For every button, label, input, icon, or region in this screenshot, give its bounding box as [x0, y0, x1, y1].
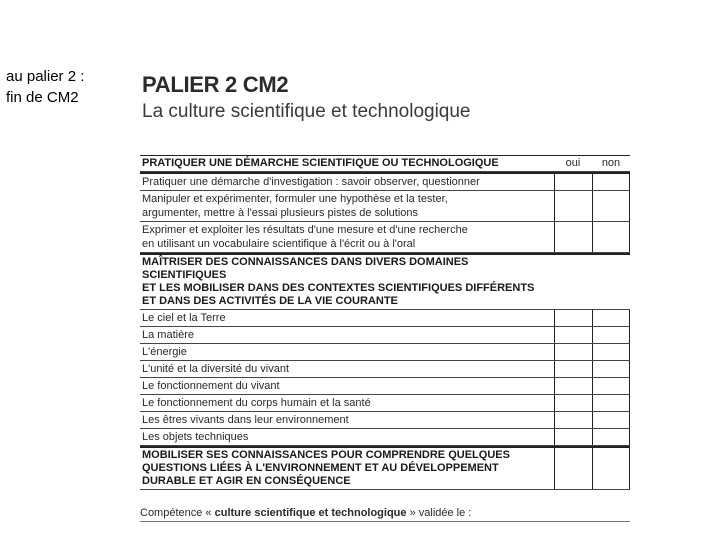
section-heading-row — [140, 156, 630, 172]
competence-label — [140, 395, 554, 411]
checkbox-oui[interactable] — [554, 448, 592, 489]
competence-label — [140, 429, 554, 445]
line-text: MOBILISER SES CONNAISSANCES POUR COMPRENDRE QUELQUES — [142, 449, 510, 461]
section-heading — [140, 156, 554, 171]
checkbox-oui[interactable] — [554, 361, 592, 377]
side-label — [6, 66, 84, 108]
competence-row — [140, 222, 630, 253]
line-text: Manipuler et expérimenter, formuler une hypothèse et la tester, — [142, 193, 448, 205]
competence-label — [140, 174, 554, 190]
competence-row — [140, 172, 630, 191]
line-text: argumenter, mettre à l'essai plusieurs pistes de solutions — [142, 207, 419, 219]
section-heading — [140, 448, 554, 489]
line-text: DURABLE ET AGIR EN CONSÉQUENCE — [142, 475, 351, 487]
checkbox-oui[interactable] — [554, 378, 592, 394]
section-heading — [140, 255, 554, 309]
line-text: Pratiquer une démarche d'investigation : savoir observer, questionner — [142, 176, 480, 188]
checkbox-non[interactable] — [592, 395, 630, 411]
line-text: Exprimer et exploiter les résultats d'une mesure et d'une recherche — [142, 224, 468, 236]
line-text: MAÎTRISER DES CONNAISSANCES DANS DIVERS DOMAINES SCIENTIFIQUES — [142, 256, 469, 281]
line-text: QUESTIONS LIÉES À L'ENVIRONNEMENT ET AU DÉVELOPPEMENT — [142, 462, 499, 474]
checkbox-non[interactable] — [592, 412, 630, 428]
competence-grid — [140, 155, 630, 490]
side-label-line1: au palier 2 : — [6, 68, 85, 85]
checkbox-non[interactable] — [592, 222, 630, 252]
competence-label — [140, 361, 554, 377]
competence-row — [140, 310, 630, 327]
column-header-non: non — [601, 157, 621, 169]
competence-row — [140, 395, 630, 412]
checkbox-oui[interactable] — [554, 222, 592, 252]
line-text: L'énergie — [142, 346, 187, 358]
line-text: La matière — [142, 329, 194, 341]
competence-label — [140, 344, 554, 360]
section-heading-row — [140, 253, 630, 310]
line-text: Les objets techniques — [142, 431, 249, 443]
line-text: L'unité et la diversité du vivant — [142, 363, 290, 375]
competence-row — [140, 412, 630, 429]
competence-row — [140, 344, 630, 361]
footer-suffix: » validée le : — [406, 507, 472, 519]
footer-bold: culture scientifique et technologique — [214, 507, 407, 519]
checkbox-oui[interactable] — [554, 344, 592, 360]
checkbox-oui[interactable] — [554, 429, 592, 445]
competence-label — [140, 191, 554, 221]
competence-row — [140, 191, 630, 222]
side-label-line2: fin de CM2 — [6, 89, 79, 106]
competence-row — [140, 327, 630, 344]
competence-label — [140, 310, 554, 326]
competence-label — [140, 378, 554, 394]
checkbox-oui[interactable] — [554, 174, 592, 190]
competence-row — [140, 361, 630, 378]
checkbox-non[interactable] — [592, 361, 630, 377]
line-text: ET LES MOBILISER DANS DES CONTEXTES SCIENTIFIQUES DIFFÉRENTS — [142, 282, 535, 294]
checkbox-oui[interactable] — [554, 327, 592, 343]
page-title: PALIER 2 CM2 — [142, 72, 289, 97]
column-header-oui: oui — [565, 157, 581, 169]
validation-footer — [140, 507, 630, 522]
checkbox-non[interactable] — [592, 429, 630, 445]
line-text: Le ciel et la Terre — [142, 312, 226, 324]
line-text: Les êtres vivants dans leur environnement — [142, 414, 349, 426]
line-text: PRATIQUER UNE DÉMARCHE SCIENTIFIQUE OU TECHNOLOGIQUE — [142, 157, 499, 169]
line-text: Le fonctionnement du corps humain et la santé — [142, 397, 371, 409]
competence-label — [140, 222, 554, 252]
checkbox-oui[interactable] — [554, 310, 592, 326]
checkbox-non[interactable] — [592, 174, 630, 190]
checkbox-oui[interactable] — [554, 395, 592, 411]
line-text: en utilisant un vocabulaire scientifique à l'écrit ou à l'oral — [142, 238, 416, 250]
checkbox-non[interactable] — [592, 378, 630, 394]
competence-label — [140, 412, 554, 428]
checkbox-non[interactable] — [592, 191, 630, 221]
page-subtitle: La culture scientifique et technologique — [142, 101, 471, 122]
checkbox-non[interactable] — [592, 344, 630, 360]
checkbox-oui[interactable] — [554, 412, 592, 428]
competence-row — [140, 378, 630, 395]
checkbox-non[interactable] — [592, 327, 630, 343]
competence-row — [140, 429, 630, 446]
checkbox-non[interactable] — [592, 310, 630, 326]
checkbox-oui[interactable] — [554, 191, 592, 221]
checkbox-non[interactable] — [592, 448, 630, 489]
section-heading-row — [140, 446, 630, 490]
footer-prefix: Compétence « — [140, 507, 215, 519]
line-text: Le fonctionnement du vivant — [142, 380, 280, 392]
line-text: ET DANS DES ACTIVITÉS DE LA VIE COURANTE — [142, 295, 398, 307]
competence-label — [140, 327, 554, 343]
